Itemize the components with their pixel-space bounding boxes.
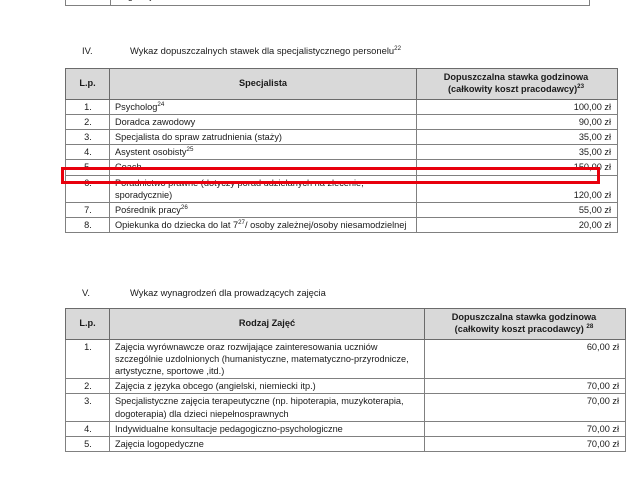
header-rate (417, 69, 618, 100)
row-rate: 20,00 zł (417, 217, 618, 232)
footnote-marker-28: 28 (586, 323, 594, 331)
activity-rates-table (65, 308, 626, 452)
row-rate: 35,00 zł (417, 145, 618, 160)
row-specialist: Doradca zawodowy (110, 114, 417, 129)
row-rate: 70,00 zł (425, 379, 626, 394)
specialist-rates-table-wrap (65, 68, 611, 233)
row-specialist: Coach (110, 160, 417, 175)
footnote-marker-27: 27 (238, 218, 245, 226)
header-specialist: Specjalista (110, 69, 417, 100)
header-rate (425, 309, 626, 340)
section-title-iv: Wykaz dopuszczalnych stawek dla specjalistycznego personelu (130, 45, 395, 56)
table-row (66, 339, 626, 378)
activity-rates-table-wrap (65, 308, 619, 452)
table-row (66, 202, 618, 217)
row-specialist-text: Opiekunka do dziecka do lat 7 (115, 219, 239, 230)
row-rate: 150,00 zł (417, 160, 618, 175)
row-activity: Zajęcia logopedyczne (110, 436, 425, 451)
table-row (66, 379, 626, 394)
header-rate-line1: Dopuszczalna stawka godzinowa (451, 312, 597, 322)
row-activity: Zajęcia wyrównawcze oraz rozwijające zainteresowania uczniów szczególnie uzdolnionych (humanistyczne, matematyczno-przyrodnicze, artystyczne, sportowe ,itd.) (110, 339, 425, 378)
row-rate: 60,00 zł (425, 339, 626, 378)
table-row (66, 99, 618, 114)
row-number: 4. (66, 421, 110, 436)
row-number: 6. (66, 175, 110, 202)
row-number: 2. (66, 379, 110, 394)
row-specialist: Specjalista do spraw zatrudnienia (staży) (110, 130, 417, 145)
table-row (66, 436, 626, 451)
footnote-marker-25: 25 (186, 146, 194, 154)
row-specialist-text: Pośrednik pracy (115, 204, 181, 215)
row-number: 1. (66, 99, 110, 114)
table-row (66, 421, 626, 436)
section-numeral-iv: IV. (82, 45, 93, 56)
footnote-marker-24: 24 (157, 100, 165, 108)
row-rate: 55,00 zł (417, 202, 618, 217)
row-rate: 35,00 zł (417, 130, 618, 145)
row-rate: 70,00 zł (425, 394, 626, 421)
row-specialist (110, 99, 417, 114)
row-specialist (110, 145, 417, 160)
row-activity: Specjalistyczne zajęcia terapeutyczne (np. hipoterapia, muzykoterapia, dogoterapia) dla dzieci niepełnosprawnych (110, 394, 425, 421)
table-row (66, 394, 626, 421)
row-rate: 70,00 zł (425, 436, 626, 451)
row-number: 2. (66, 114, 110, 129)
row-number: 3. (66, 394, 110, 421)
row-rate: 120,00 zł (417, 175, 618, 202)
row-specialist-text-tail: / osoby zależnej/osoby niesamodzielnej (244, 219, 407, 230)
footnote-marker-26: 26 (180, 203, 188, 211)
footnote-marker-23: 23 (577, 83, 585, 91)
row-rate: 70,00 zł (425, 421, 626, 436)
row-number: 1. (66, 339, 110, 378)
previous-table (65, 0, 590, 6)
header-rate-line1: Dopuszczalna stawka godzinowa (443, 72, 589, 82)
row-number: 7. (66, 202, 110, 217)
row-number: 5. (66, 160, 110, 175)
footnote-marker-22: 22 (394, 44, 402, 52)
section-heading-iv (82, 45, 401, 56)
table-row (66, 145, 618, 160)
row-number: 4. (66, 145, 110, 160)
row-specialist-text: Asystent osobisty (115, 147, 187, 158)
previous-table-fragment (65, 0, 590, 6)
table-header-row (66, 309, 626, 340)
row-rate: 90,00 zł (417, 114, 618, 129)
row-activity: Zajęcia z języka obcego (angielski, niemiecki itp.) (110, 379, 425, 394)
row-specialist (110, 202, 417, 217)
previous-table-cell-text (111, 0, 590, 6)
row-rate: 100,00 zł (417, 99, 618, 114)
specialist-rates-table (65, 68, 618, 233)
section-numeral-v: V. (82, 287, 90, 298)
header-activity: Rodzaj Zajęć (110, 309, 425, 340)
header-lp: L.p. (66, 69, 110, 100)
header-lp: L.p. (66, 309, 110, 340)
section-heading-v (82, 287, 326, 298)
row-number: 5. (66, 436, 110, 451)
table-row (66, 217, 618, 232)
row-specialist: Poradnictwo prawne (dotyczy porad udzielanych na zlecenie, sporadycznie) (110, 175, 417, 202)
table-row (66, 114, 618, 129)
table-header-row (66, 69, 618, 100)
row-specialist (110, 217, 417, 232)
table-row-highlighted (66, 160, 618, 175)
previous-table-cell-empty (66, 0, 111, 6)
table-row (66, 130, 618, 145)
header-rate-line2: (całkowity koszt pracodawcy) (454, 324, 584, 335)
header-rate-line2: (całkowity koszt pracodawcy) (447, 84, 578, 95)
section-title-v: Wykaz wynagrodzeń dla prowadzących zajęcia (130, 287, 326, 298)
row-specialist-text: Psycholog (115, 101, 158, 112)
table-row (66, 175, 618, 202)
table-row (66, 0, 590, 6)
row-number: 8. (66, 217, 110, 232)
row-activity: Indywidualne konsultacje pedagogiczno-psychologiczne (110, 421, 425, 436)
row-number: 3. (66, 130, 110, 145)
